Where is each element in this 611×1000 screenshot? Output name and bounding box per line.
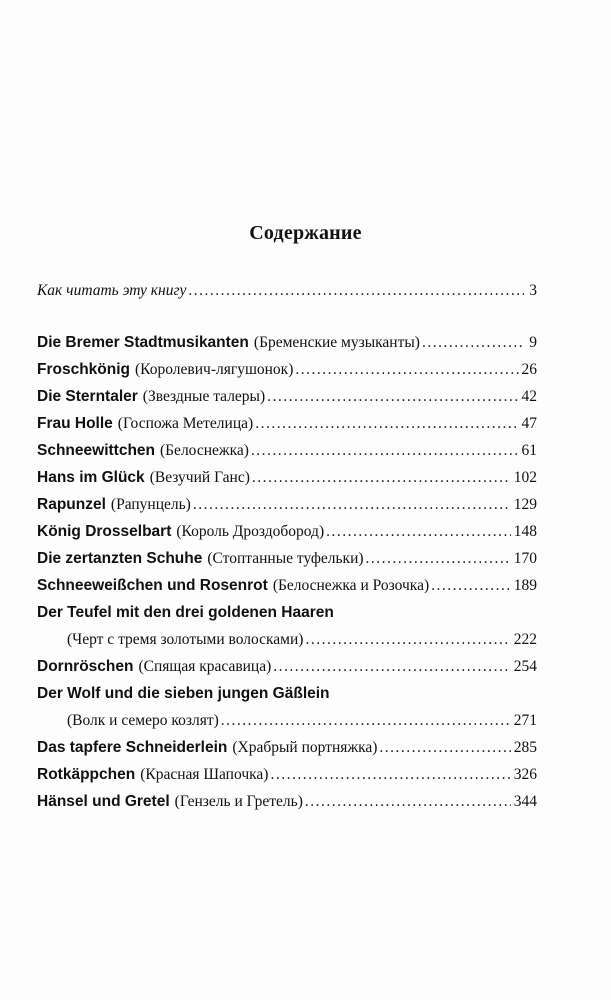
toc-entry (37, 521, 537, 543)
toc-entry-title-de: Die Sterntaler (37, 388, 138, 405)
toc-page-number: 129 (513, 496, 537, 513)
toc-entry (37, 683, 537, 705)
toc-entry-title-ru: (Волк и семеро козлят) (67, 712, 219, 729)
toc-entry (37, 332, 537, 354)
toc-entry (37, 386, 537, 408)
toc-entry (37, 467, 537, 489)
dot-leader (326, 521, 511, 543)
toc-page-number: 61 (521, 442, 537, 459)
toc-entry-title-de: König Drosselbart (37, 523, 172, 540)
toc-entry-title-de: Dornröschen (37, 658, 134, 675)
dot-leader (270, 764, 510, 786)
toc-entry (37, 359, 537, 381)
toc-entry-title-de: Die zertanzten Schuhe (37, 550, 203, 567)
toc-entry-continuation (67, 710, 537, 732)
toc-entry (37, 440, 537, 462)
toc-entry (37, 575, 537, 597)
toc-entry-intro (37, 280, 537, 302)
dot-leader (267, 386, 518, 408)
dot-leader (188, 280, 524, 302)
toc-entry-title-ru: (Звездные талеры) (142, 388, 266, 405)
toc-entry-title-ru: (Госпожа Метелица) (117, 415, 254, 432)
toc-page-number: 3 (529, 282, 537, 299)
toc-page-number: 26 (521, 361, 537, 378)
toc-page-number: 9 (529, 334, 537, 351)
toc-entry-title-ru: (Бременские музыканты) (253, 334, 420, 351)
toc-entry-title-de: Der Wolf und die sieben jungen Gäßlein (37, 685, 330, 702)
toc-entry-title-de: Rotkäppchen (37, 766, 136, 783)
dot-leader (221, 710, 511, 732)
toc-entry-title-de: Hans im Glück (37, 469, 145, 486)
toc-page-number: 326 (513, 766, 537, 783)
toc-page-number: 47 (521, 415, 537, 432)
toc-entry-title-ru: (Везучий Ганс) (149, 469, 250, 486)
toc-page-number: 222 (513, 631, 537, 648)
toc-entry-title-ru: (Рапунцель) (110, 496, 191, 513)
toc-page-number: 102 (513, 469, 537, 486)
toc-entry-title-de: Hänsel und Gretel (37, 793, 170, 810)
toc-entry-title-ru: (Спящая красавица) (138, 658, 272, 675)
toc-entry-title-ru: (Гензель и Гретель) (174, 793, 303, 810)
toc-entry-title-ru: (Королевич-лягушонок) (135, 361, 294, 378)
toc-page-number: 271 (513, 712, 537, 729)
toc-entry-title-ru: (Белоснежка и Розочка) (272, 577, 430, 594)
dot-leader (273, 656, 510, 678)
dot-leader (255, 413, 518, 435)
toc-page-number: 42 (521, 388, 537, 405)
toc-entry (37, 737, 537, 759)
dot-leader (305, 791, 511, 813)
toc-page-number: 189 (513, 577, 537, 594)
dot-leader (251, 440, 519, 462)
toc-entry (37, 602, 537, 624)
dot-leader (252, 467, 511, 489)
toc-entry (37, 656, 537, 678)
dot-leader (379, 737, 510, 759)
dot-leader (305, 629, 510, 651)
toc-entry-title-de: Die Bremer Stadtmusikanten (37, 334, 249, 351)
toc-entry (37, 791, 537, 813)
toc-entry-title-ru: (Белоснежка) (160, 442, 249, 459)
dot-leader (295, 359, 518, 381)
toc-entry-title-de: Der Teufel mit den drei goldenen Haaren (37, 604, 334, 621)
toc-entry-title-ru: (Король Дроздобород) (176, 523, 325, 540)
dot-leader (193, 494, 511, 516)
toc-entry (37, 494, 537, 516)
toc-entry-title-de: Schneeweißchen und Rosenrot (37, 577, 268, 594)
toc-entry-title-ru: Как читать эту книгу (37, 282, 187, 299)
toc-entry-continuation (67, 629, 537, 651)
toc-page-number: 285 (513, 739, 537, 756)
toc-entry-title-de: Frau Holle (37, 415, 113, 432)
toc-entry-title-ru: (Стоптанные туфельки) (207, 550, 364, 567)
toc-page-number: 170 (513, 550, 537, 567)
toc-page-number: 148 (513, 523, 537, 540)
toc-page-number: 254 (513, 658, 537, 675)
toc-entry-title-ru: (Красная Шапочка) (140, 766, 269, 783)
toc-page-number: 344 (513, 793, 537, 810)
dot-leader (422, 332, 524, 354)
toc-entry (37, 548, 537, 570)
toc-entry-title-de: Froschkönig (37, 361, 131, 378)
toc-entry-title-de: Das tapfere Schneiderlein (37, 739, 228, 756)
page-title: Содержание (249, 222, 362, 244)
toc-entry (37, 413, 537, 435)
dot-leader (431, 575, 511, 597)
toc-entry-title-ru: (Черт с тремя золотыми волосками) (67, 631, 304, 648)
toc-entry-title-de: Schneewittchen (37, 442, 155, 459)
toc-entry-title-ru: (Храбрый портняжка) (232, 739, 378, 756)
toc-entry (37, 764, 537, 786)
toc-entry-title-de: Rapunzel (37, 496, 106, 513)
dot-leader (366, 548, 511, 570)
